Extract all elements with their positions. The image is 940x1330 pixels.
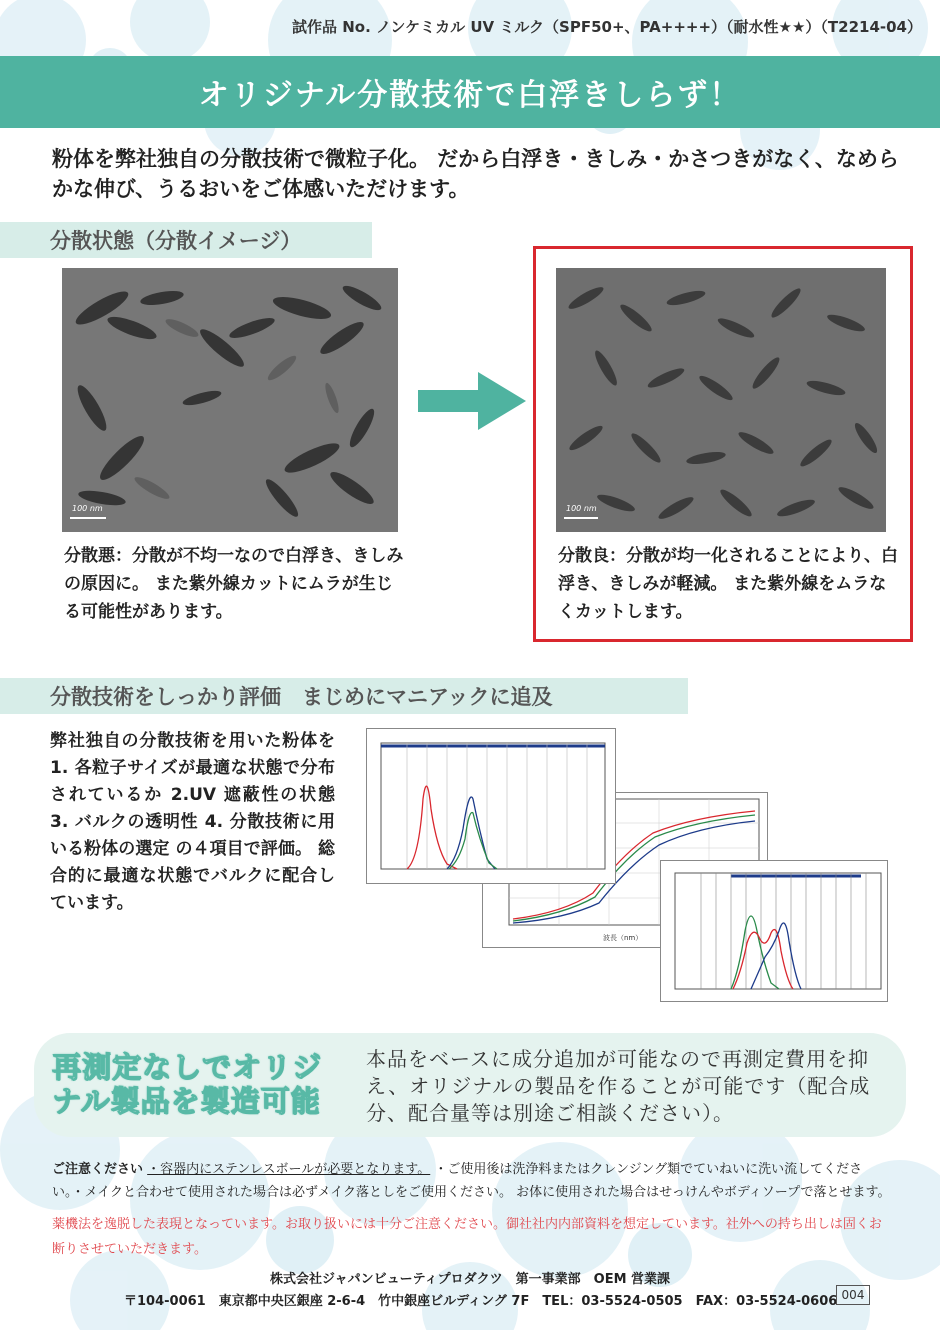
section-title-evaluation: 分散技術をしっかり評価 まじめにマニアックに追及 <box>0 678 688 714</box>
headline-band <box>0 56 940 128</box>
page-number: 004 <box>836 1285 870 1305</box>
intro-text: 粉体を弊社独自の分散技術で微粒子化。 だから白浮き・きしみ・かさつきがなく、なめらかな伸び、うるおいをご体感いただけます。 <box>52 147 899 201</box>
note-stainless-ball: ・容器内にステンレスボールが必要となります。 <box>147 1162 431 1177</box>
promo-text: 本品をベースに成分追加が可能なので再測定費用を抑え、オリジナルの製品を作ることが可能です（配合成分、配合量等は別途ご相談ください）。 <box>366 1047 871 1125</box>
product-code: 試作品 No. ノンケミカル UV ミルク（SPF50+、PA++++）（耐水性★★）（T2214-04） <box>292 18 922 36</box>
headline: オリジナル分散技術で白浮きしらず！ <box>198 78 742 113</box>
uv-graph-xlabel: 波長（nm） <box>603 934 643 942</box>
scale-bar-label-bad: 100 nm <box>72 504 103 513</box>
notes-label: ご注意ください <box>52 1162 144 1177</box>
footer-address: 〒104-0061 東京都中央区銀座 2-6-4 竹中銀座ビルディング 7F TEL：03-5524-0505 FAX：03-5524-0606 <box>124 1294 838 1309</box>
warning-text: 薬機法を逸脱した表現となっています。お取り扱いには十分ご注意ください。御社社内内部資料を想定しています。社外への持ち出しは固くお断りさせていただきます。 <box>52 1217 882 1257</box>
evaluation-text: 弊社独自の分散技術を用いた粉体を 1. 各粒子サイズが最適な状態で分布されているか 2.UV 遮蔽性の状態 3. バルクの透明性 4. 分散技術に用いる粉体の選定 の４項目で評価。 総合的に最適な状態でバルクに配合しています。 <box>50 731 335 913</box>
note-usage: ・ご使用後は洗浄料またはクレンジング類でていねいに洗い流してください。・メイクと合わせて使用された場合は必ずメイク落としをご使用ください。 お体に使用された場合はせっけんやボディソープで落とせます。 <box>52 1162 891 1200</box>
arrow-right-icon <box>418 372 526 430</box>
promo-headline: 再測定なしでオリジナル製品を製造可能 <box>52 1050 323 1118</box>
tem-image-poor-dispersion <box>62 268 398 532</box>
footer-company: 株式会社ジャパンビューティプロダクツ 第一事業部 OEM 営業課 <box>269 1272 671 1287</box>
caption-poor-dispersion: 分散悪：分散が不均一なので白浮き、きしみの原因に。 また紫外線カットにムラが生じる可能性があります。 <box>64 546 404 622</box>
notes <box>52 1158 892 1204</box>
scale-bar-label-good: 100 nm <box>566 504 597 513</box>
caption-good-dispersion: 分散良：分散が均一化されることにより、白浮き、きしみが軽減。 また紫外線をムラなくカットします。 <box>558 546 898 622</box>
section-title-dispersion: 分散状態（分散イメージ） <box>0 222 372 258</box>
distribution-graph-2 <box>660 860 888 1002</box>
particle-size-graph <box>366 728 616 884</box>
